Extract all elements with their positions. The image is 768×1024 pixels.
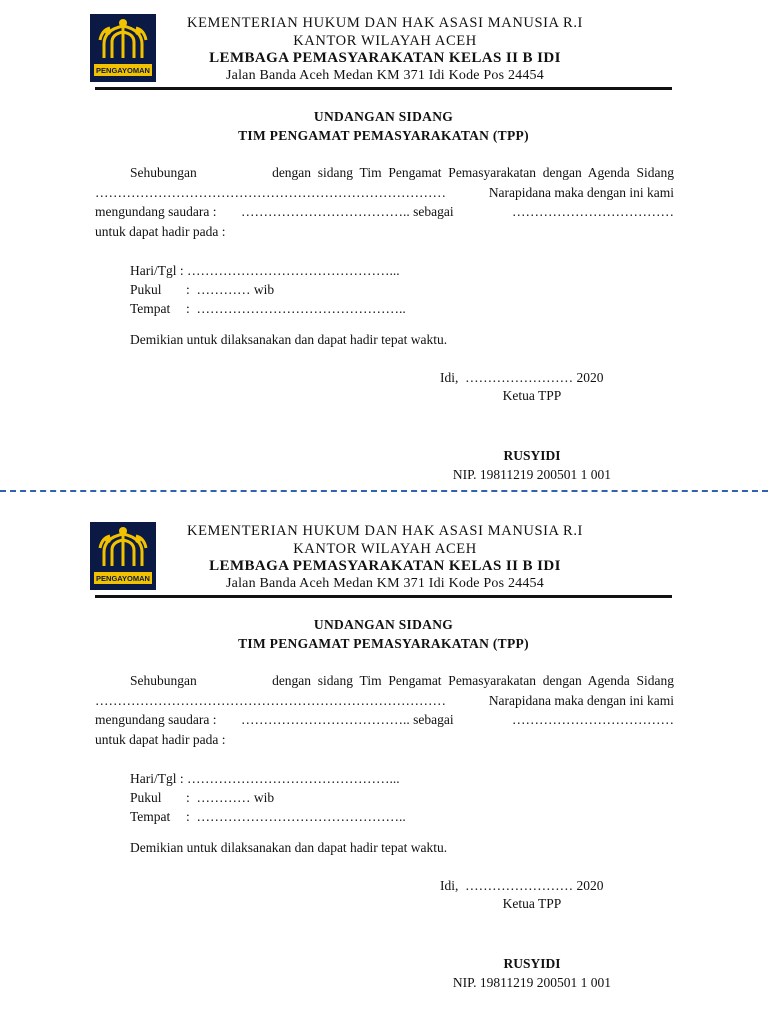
para-line3: mengundang saudara : [95,204,217,219]
letterhead-institution: LEMBAGA PEMASYARAKATAN KELAS II B IDI [209,50,561,66]
invitation-copy-bottom [0,508,768,1020]
signer-role: Ketua TPP [502,388,562,403]
para-line3: mengundang saudara : [95,712,217,727]
field-time-label: Pukul [130,790,162,805]
letterhead-office: KANTOR WILAYAH ACEH [293,541,477,557]
invitee-blank: ……………………………….. sebagai [241,204,454,219]
role-blank: ……………………………… [512,204,674,219]
field-place [130,301,406,317]
field-time-label: Pukul [130,282,162,297]
field-place-value: : ……………………………………….. [186,809,406,824]
letterhead-rule [95,87,672,90]
para-line2: Narapidana maka dengan ini kami [488,692,674,708]
para-line1: dengan sidang Tim Pengamat Pemasyarakatan dengan Agenda Sidang [272,673,674,688]
place-date: Idi, …………………… 2020 [440,370,604,385]
cut-line [0,490,768,492]
signer-nip: NIP. 19811219 200501 1 001 [452,975,612,990]
body-paragraph [95,163,674,241]
pengayoman-logo [90,14,156,82]
para-line4: untuk dapat hadir pada : [95,731,226,747]
para-line1: dengan sidang Tim Pengamat Pemasyarakatan dengan Agenda Sidang [272,165,674,180]
letterhead-address: Jalan Banda Aceh Medan KM 371 Idi Kode Pos 24454 [226,576,544,591]
field-date-label: Hari/Tgl [130,771,177,786]
field-place-value: : ……………………………………….. [186,301,406,316]
agenda-blank: …………………………………………………………………… [95,184,446,200]
letterhead-address: Jalan Banda Aceh Medan KM 371 Idi Kode Pos 24454 [226,68,544,83]
para-lead: Sehubungan [130,673,197,688]
field-date-label: Hari/Tgl [130,263,177,278]
place-date: Idi, …………………… 2020 [440,878,604,893]
letter-subtitle: TIM PENGAMAT PEMASYARAKATAN (TPP) [238,128,529,143]
field-time [130,790,274,806]
closing-sentence: Demikian untuk dilaksanakan dan dapat hadir tepat waktu. [130,332,448,347]
logo-caption: PENGAYOMAN [96,66,150,75]
logo-caption: PENGAYOMAN [96,574,150,583]
para-line2: Narapidana maka dengan ini kami [488,184,674,200]
field-date [130,263,400,279]
field-place-label: Tempat [130,809,171,824]
field-date-value: : ………………………………………... [179,771,400,786]
letterhead-rule [95,595,672,598]
field-time [130,282,274,298]
field-place-label: Tempat [130,301,171,316]
signer-name: RUSYIDI [503,956,561,971]
letterhead-institution: LEMBAGA PEMASYARAKATAN KELAS II B IDI [209,558,561,574]
para-line4: untuk dapat hadir pada : [95,223,226,239]
letterhead-office: KANTOR WILAYAH ACEH [293,33,477,49]
field-date-value: : ………………………………………... [179,263,400,278]
signer-role: Ketua TPP [502,896,562,911]
invitee-blank: ……………………………….. sebagai [241,712,454,727]
signer-name: RUSYIDI [503,448,561,463]
closing-sentence: Demikian untuk dilaksanakan dan dapat hadir tepat waktu. [130,840,448,855]
role-blank: ……………………………… [512,712,674,727]
field-date [130,771,400,787]
para-lead: Sehubungan [130,165,197,180]
pengayoman-logo [90,522,156,590]
letterhead-ministry: KEMENTERIAN HUKUM DAN HAK ASASI MANUSIA R.I [187,523,583,539]
field-time-value: : ………… wib [186,282,275,297]
field-time-value: : ………… wib [186,790,275,805]
body-paragraph [95,671,674,749]
letter-title: UNDANGAN SIDANG [313,109,454,124]
field-place [130,809,406,825]
signer-nip: NIP. 19811219 200501 1 001 [452,467,612,482]
letterhead-ministry: KEMENTERIAN HUKUM DAN HAK ASASI MANUSIA R.I [187,15,583,31]
agenda-blank: …………………………………………………………………… [95,692,446,708]
letter-title: UNDANGAN SIDANG [313,617,454,632]
letter-subtitle: TIM PENGAMAT PEMASYARAKATAN (TPP) [238,636,529,651]
